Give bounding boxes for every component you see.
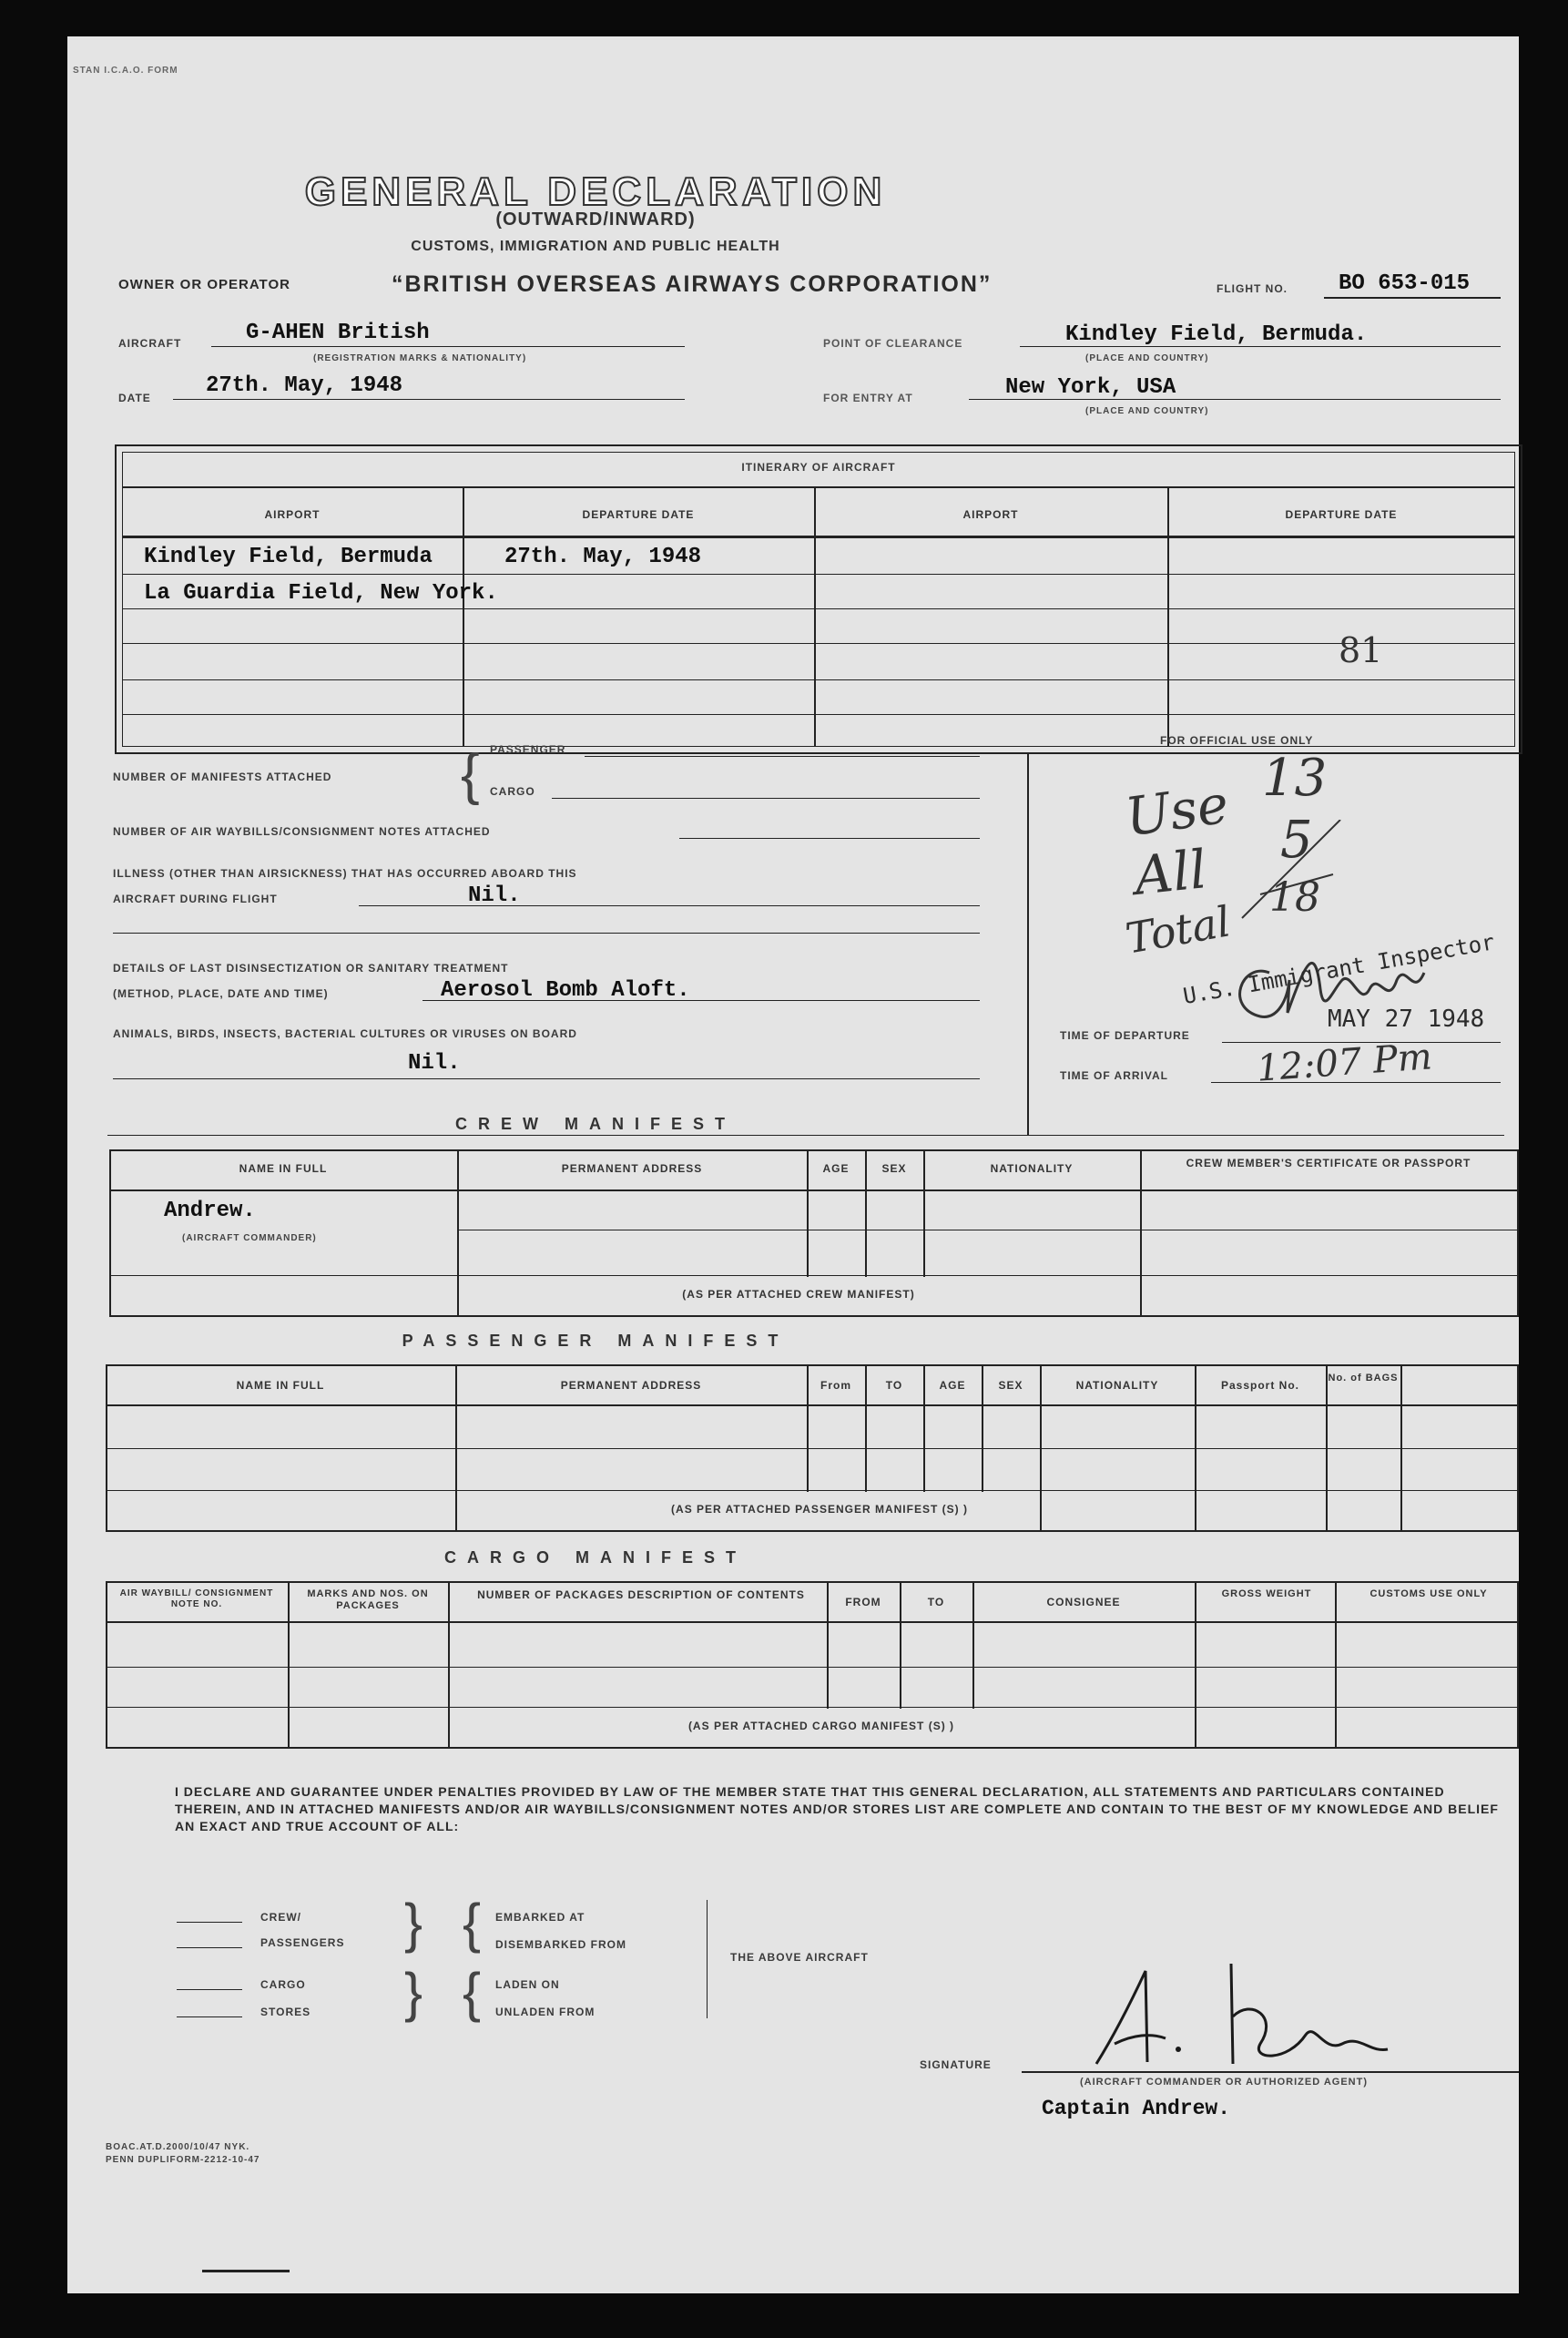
captain-name: Captain Andrew. — [1042, 2097, 1231, 2120]
cargo-header-from: FROM — [845, 1596, 881, 1608]
crew-header-sex: SEX — [881, 1162, 907, 1175]
aircraft-underline — [211, 346, 685, 347]
aircraft-value: G-AHEN British — [246, 321, 430, 345]
crew-header-rule — [109, 1189, 1519, 1191]
arrival-line — [1211, 1082, 1501, 1083]
hand-total: Total — [1122, 896, 1235, 964]
entry-value: New York, USA — [1005, 375, 1176, 400]
decl-stores: STORES — [260, 2006, 311, 2018]
crew-col-line-5 — [1140, 1149, 1142, 1317]
hand-5: 5 — [1280, 811, 1313, 870]
manifests-label: NUMBER OF MANIFESTS ATTACHED — [113, 771, 332, 783]
cargo-header-packages: NUMBER OF PACKAGES DESCRIPTION OF CONTENTS — [477, 1588, 805, 1601]
aircraft-label: AIRCRAFT — [118, 337, 182, 350]
illness-label-2: AIRCRAFT DURING FLIGHT — [113, 893, 278, 905]
itin-col-line-2 — [814, 486, 816, 747]
crew-count-line — [177, 1922, 242, 1923]
disinsect-line — [423, 1000, 980, 1001]
clearance-label: POINT OF CLEARANCE — [823, 337, 963, 350]
pass-note: (AS PER ATTACHED PASSENGER MANIFEST (S) ) — [671, 1503, 968, 1516]
crew-note: (AS PER ATTACHED CREW MANIFEST) — [682, 1288, 915, 1301]
waybills-line — [679, 838, 980, 839]
form-stan-note: STAN I.C.A.O. FORM — [73, 66, 178, 76]
owner-value: “BRITISH OVERSEAS AIRWAYS CORPORATION” — [392, 271, 993, 297]
cargo-row-line-1 — [106, 1667, 1519, 1668]
passenger-count-line — [585, 756, 980, 757]
itin-header-date-1: DEPARTURE DATE — [582, 508, 695, 521]
pass-header-age: AGE — [939, 1379, 966, 1392]
decl-unladen: UNLADEN FROM — [495, 2006, 596, 2018]
crew-header-address: PERMANENT ADDRESS — [561, 1162, 703, 1175]
itin-row-line-5 — [122, 714, 1515, 715]
decl-laden: LADEN ON — [495, 1978, 560, 1991]
itin-col-line-3 — [1167, 486, 1169, 747]
crew-header-nationality: NATIONALITY — [990, 1162, 1074, 1175]
inspector-stamp: U.S. Immigrant Inspector — [1181, 929, 1497, 1009]
clearance-value: Kindley Field, Bermuda. — [1065, 322, 1368, 347]
cargo-col-line-6 — [1195, 1581, 1196, 1749]
cargo-header-consignee: CONSIGNEE — [1046, 1596, 1121, 1608]
cargo-header-customs: CUSTOMS USE ONLY — [1369, 1588, 1488, 1599]
cargo-header-rule — [106, 1621, 1519, 1623]
cargo-header-waybill: AIR WAYBILL/ CONSIGNMENT NOTE NO. — [119, 1588, 274, 1609]
itin-row2-airport: La Guardia Field, New York. — [144, 581, 498, 606]
itin-row-line-4 — [122, 679, 1515, 680]
pass-header-name: NAME IN FULL — [236, 1379, 325, 1392]
decl-embarked: EMBARKED AT — [495, 1911, 585, 1924]
pass-header-address: PERMANENT ADDRESS — [560, 1379, 702, 1392]
animals-label: ANIMALS, BIRDS, INSECTS, BACTERIAL CULTURES OR VIRUSES ON BOARD — [113, 1027, 577, 1040]
crew-commander-label: (AIRCRAFT COMMANDER) — [182, 1233, 317, 1243]
captain-signature — [1078, 1962, 1397, 2080]
manifests-brace: { — [461, 743, 480, 806]
decl-brace-3: } — [404, 1962, 423, 2023]
itin-row1-date: 27th. May, 1948 — [504, 545, 702, 569]
hand-use: Use — [1121, 772, 1233, 849]
declaration-form — [67, 36, 1519, 2293]
itin-header-date-2: DEPARTURE DATE — [1285, 508, 1398, 521]
form-title: GENERAL DECLARATION — [304, 169, 887, 214]
itinerary-title-rule — [122, 486, 1515, 488]
pass-header-from: From — [820, 1379, 851, 1392]
declaration-text: I DECLARE AND GUARANTEE UNDER PENALTIES PROVIDED BY LAW OF THE MEMBER STATE THAT THIS GENERAL DECLARATION, ALL STATEMENTS AND PARTICULARS CONTAINED THEREIN, AND IN ATTACHED MANIFESTS AND/OR AIR WAYBILLS/CONSIGNMENT NOTES AND/OR STORES LIST ARE COMPLETE AND CONTAIN TO THE BEST OF MY KNOWLEDGE AND BELIEF AN EXACT AND TRUE ACCOUNT OF ALL: — [175, 1784, 1499, 1833]
entry-label: FOR ENTRY AT — [823, 392, 913, 404]
flight-value: BO 653-015 — [1339, 271, 1471, 296]
flight-label: FLIGHT NO. — [1217, 282, 1288, 295]
date-underline — [173, 399, 685, 400]
itin-handwritten-number: 81 — [1339, 630, 1383, 670]
itinerary-title: ITINERARY OF AIRCRAFT — [741, 461, 896, 474]
crew-row-line-2 — [109, 1275, 1519, 1276]
waybills-label: NUMBER OF AIR WAYBILLS/CONSIGNMENT NOTES ATTACHED — [113, 825, 491, 838]
official-title: FOR OFFICIAL USE ONLY — [1160, 734, 1314, 747]
cargo-row-line-2 — [106, 1707, 1519, 1708]
pass-header-bags: No. of BAGS — [1328, 1373, 1399, 1383]
form-subtitle: (OUTWARD/INWARD) — [495, 209, 696, 230]
passenger-count-label: PASSENGER — [490, 743, 566, 756]
cargo-header-weight: GROSS WEIGHT — [1221, 1588, 1312, 1599]
illness-line — [359, 905, 980, 906]
pass-header-to: TO — [885, 1379, 903, 1392]
illness-value: Nil. — [468, 883, 521, 908]
official-tally-strokes — [1233, 820, 1360, 929]
footer-line-1: BOAC.AT.D.2000/10/47 NYK. — [106, 2142, 250, 2152]
hand-18: 18 — [1269, 874, 1320, 921]
itin-header-airport-1: AIRPORT — [264, 508, 321, 521]
decl-divider — [707, 1900, 708, 2018]
animals-line — [113, 1078, 980, 1079]
itin-row-line-1 — [122, 574, 1515, 575]
inspector-stamp-date: MAY 27 1948 — [1328, 1006, 1485, 1033]
passenger-title: PASSENGER MANIFEST — [402, 1332, 789, 1350]
bottom-mark — [202, 2270, 290, 2272]
hand-all: All — [1131, 838, 1210, 907]
owner-label: OWNER OR OPERATOR — [118, 277, 290, 292]
arrival-label: TIME OF ARRIVAL — [1060, 1069, 1168, 1082]
departure-label: TIME OF DEPARTURE — [1060, 1029, 1190, 1042]
itin-header-airport-2: AIRPORT — [962, 508, 1019, 521]
cargo-col-line-1 — [288, 1581, 290, 1749]
cargo-col-line-7 — [1335, 1581, 1337, 1749]
itin-row-line-3 — [122, 643, 1515, 644]
decl-brace-1: } — [404, 1893, 423, 1954]
crew-header-certificate: CREW MEMBER'S CERTIFICATE OR PASSPORT — [1186, 1157, 1471, 1169]
crew-title: CREW MANIFEST — [455, 1115, 736, 1133]
official-divider — [1027, 754, 1029, 1135]
cargo-header-marks: MARKS AND NOS. ON PACKAGES — [307, 1588, 429, 1611]
stores-decl-line — [177, 2016, 242, 2017]
decl-crew: CREW/ — [260, 1911, 301, 1924]
signature-label: SIGNATURE — [920, 2058, 992, 2071]
details-bottom-rule — [107, 1135, 1504, 1136]
pass-header-nationality: NATIONALITY — [1075, 1379, 1159, 1392]
itin-row1-airport: Kindley Field, Bermuda — [144, 545, 433, 569]
cargo-note: (AS PER ATTACHED CARGO MANIFEST (S) ) — [687, 1720, 955, 1732]
signature-line — [1022, 2071, 1519, 2073]
entry-sub: (PLACE AND COUNTRY) — [1085, 406, 1209, 416]
aircraft-sub: (REGISTRATION MARKS & NATIONALITY) — [313, 353, 527, 363]
clearance-sub: (PLACE AND COUNTRY) — [1085, 353, 1209, 363]
cargo-count-label: CARGO — [490, 785, 535, 798]
decl-cargo: CARGO — [260, 1978, 306, 1991]
pass-row-line-2 — [106, 1490, 1519, 1491]
entry-underline — [969, 399, 1501, 400]
itin-header-rule — [122, 536, 1515, 538]
form-subtitle-2: CUSTOMS, IMMIGRATION AND PUBLIC HEALTH — [411, 239, 780, 254]
hand-13: 13 — [1262, 749, 1328, 808]
date-value: 27th. May, 1948 — [206, 373, 403, 398]
signature-sub: (AIRCRAFT COMMANDER OR AUTHORIZED AGENT) — [1080, 2077, 1368, 2088]
decl-disembarked: DISEMBARKED FROM — [495, 1938, 626, 1951]
disinsect-label-1: DETAILS OF LAST DISINSECTIZATION OR SANITARY TREATMENT — [113, 962, 509, 975]
disinsect-label-2: (METHOD, PLACE, DATE AND TIME) — [113, 987, 329, 1000]
itin-col-line-1 — [463, 486, 464, 747]
arrival-value: 12:07 Pm — [1255, 1036, 1434, 1090]
itin-row-line-2 — [122, 608, 1515, 609]
flight-underline — [1324, 297, 1501, 299]
cargo-decl-line — [177, 1989, 242, 1990]
pass-row-line-1 — [106, 1448, 1519, 1449]
cargo-count-line — [552, 798, 980, 799]
footer-line-2: PENN DUPLIFORM-2212-10-47 — [106, 2155, 260, 2165]
passengers-count-line — [177, 1947, 242, 1948]
illness-line-2 — [113, 933, 980, 934]
decl-passengers: PASSENGERS — [260, 1936, 345, 1949]
crew-header-name: NAME IN FULL — [239, 1162, 328, 1175]
clearance-underline — [1020, 346, 1501, 347]
cargo-header-to: TO — [927, 1596, 945, 1608]
decl-brace-4: { — [463, 1962, 482, 2023]
pass-header-rule — [106, 1404, 1519, 1406]
date-label: DATE — [118, 392, 151, 404]
pass-header-sex: SEX — [998, 1379, 1023, 1392]
crew-commander-name: Andrew. — [164, 1199, 256, 1223]
illness-label-1: ILLNESS (OTHER THAN AIRSICKNESS) THAT HAS OCCURRED ABOARD THIS — [113, 867, 577, 880]
decl-brace-2: { — [463, 1893, 482, 1954]
animals-value: Nil. — [408, 1051, 461, 1076]
decl-above: THE ABOVE AIRCRAFT — [730, 1951, 869, 1964]
pass-header-passport: Passport No. — [1220, 1379, 1299, 1392]
crew-header-age: AGE — [822, 1162, 850, 1175]
cargo-title: CARGO MANIFEST — [444, 1548, 747, 1567]
disinsect-value: Aerosol Bomb Aloft. — [441, 978, 690, 1003]
